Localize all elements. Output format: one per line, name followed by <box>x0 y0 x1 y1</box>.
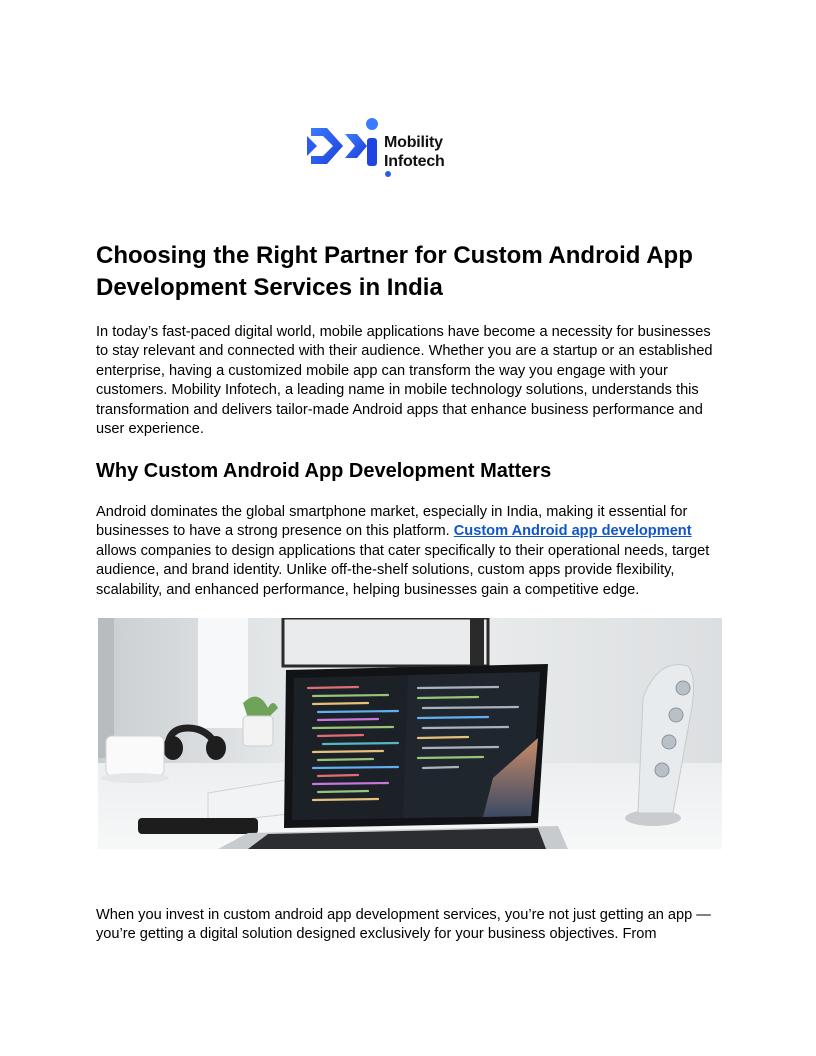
section-text-after-link: allows companies to design applications that cater specifically to their operational needs, target audience, and brand identity. Unlike off-the-shelf solutions, custom apps provide flexibility, scalability, and enhanced performance, helping businesses gain a competitive edge. <box>96 542 710 598</box>
custom-android-link[interactable]: Custom Android app development <box>453 523 692 540</box>
intro-paragraph: In today’s fast-paced digital world, mobile applications have become a necessity for businesses to stay relevant and connected with their audience. Whether you are a startup or an established enterprise, having a customized mobile app can transform the way you engage with your customers. Mobility Infotech, a leading name in mobile technology solutions, understands this transformation and delivers tailor-made Android apps that enhance business performance and user experience. <box>96 324 713 438</box>
article-title: Choosing the Right Partner for Custom Android App Development Services in India <box>96 242 693 301</box>
section-heading: Why Custom Android App Development Matters <box>96 460 552 482</box>
brand-logo <box>305 116 465 176</box>
brand-dot <box>385 171 391 177</box>
brand-name-line1: Mobility <box>384 134 443 151</box>
mi-logo-icon <box>305 116 381 176</box>
photo-illustration <box>98 618 722 849</box>
closing-paragraph: When you invest in custom android app development services, you’re not just getting an app — you’re getting a digital solution designed exclusively for your business objectives. From <box>96 907 711 943</box>
brand-name <box>384 133 445 177</box>
brand-name-line2: Infotech <box>384 153 445 170</box>
laptop-with-code-photo <box>98 618 722 849</box>
section-text-before-link: Android dominates the global smartphone market, especially in India, making it essential for businesses to have a strong presence on this platform. <box>96 504 688 540</box>
section-paragraph <box>96 503 722 600</box>
